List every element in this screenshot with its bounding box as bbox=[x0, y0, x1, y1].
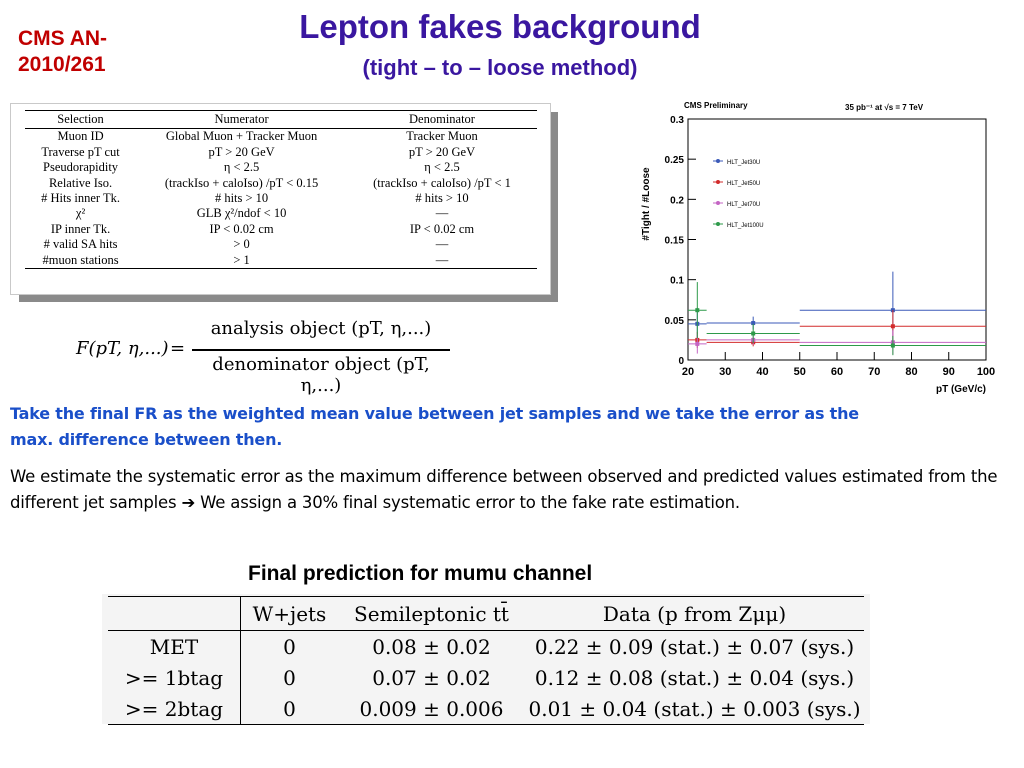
x-tick-label: 50 bbox=[793, 366, 806, 378]
legend-marker bbox=[716, 159, 720, 163]
plot-frame bbox=[688, 119, 986, 360]
formula-fraction-bar bbox=[192, 349, 450, 351]
prediction-table-cell: >= 2btag bbox=[108, 693, 241, 725]
formula-lhs: F(pT, η,...) bbox=[76, 338, 169, 359]
prediction-table-cell: 0.01 ± 0.04 (stat.) ± 0.003 (sys.) bbox=[525, 693, 864, 725]
selection-table-cell: — bbox=[347, 253, 537, 269]
fake-rate-plot bbox=[620, 97, 998, 399]
selection-table-cell: IP < 0.02 cm bbox=[209, 221, 274, 236]
prediction-header-cell: W+jets bbox=[241, 597, 339, 631]
slide-subtitle: (tight – to – loose method) bbox=[362, 55, 638, 80]
selection-header-cell: Selection bbox=[25, 111, 136, 129]
prediction-table-row bbox=[108, 631, 864, 663]
x-tick-label: 70 bbox=[868, 366, 881, 378]
y-tick-label: 0.3 bbox=[670, 115, 684, 126]
selection-table-cell: # hits > 10 bbox=[415, 191, 469, 206]
selection-table-cell: IP < 0.02 cm bbox=[409, 221, 475, 236]
y-tick-label: 0 bbox=[678, 356, 684, 367]
legend-entry: HLT_Jet50U bbox=[727, 181, 761, 187]
selection-table-cell: #muon stations bbox=[25, 253, 136, 269]
y-tick-label: 0.25 bbox=[664, 155, 684, 167]
selection-table-cell: Muon ID bbox=[57, 129, 104, 144]
prediction-table bbox=[108, 596, 864, 725]
selection-table-cell: Tracker Muon bbox=[406, 129, 478, 144]
right-arrow-icon: ➔ bbox=[181, 493, 196, 512]
numerator-header-cell: Numerator bbox=[136, 111, 347, 129]
x-axis-label: pT (GeV/c) bbox=[935, 384, 986, 395]
x-tick-label: 90 bbox=[942, 366, 955, 378]
x-tick-label: 30 bbox=[719, 366, 732, 378]
selection-table-image bbox=[10, 103, 551, 295]
y-tick-label: 0.2 bbox=[670, 195, 684, 207]
selection-table-cell: Traverse pT cut bbox=[41, 144, 120, 159]
selection-table-row bbox=[25, 191, 537, 206]
selection-table-cell: # Hits inner Tk. bbox=[41, 191, 121, 206]
selection-table-cell: η < 2.5 bbox=[223, 160, 260, 175]
prediction-header-cell: Semileptonic tt̄ bbox=[338, 597, 525, 631]
x-tick-label: 100 bbox=[976, 366, 996, 378]
data-point bbox=[891, 344, 895, 348]
systematic-statement bbox=[10, 464, 1000, 516]
selection-table-cell: Global Muon + Tracker Muon bbox=[165, 129, 318, 144]
selection-table-row bbox=[25, 145, 537, 160]
y-tick-label: 0.1 bbox=[670, 275, 684, 287]
prediction-table-cell: 0 bbox=[241, 693, 339, 725]
prediction-table-cell: 0 bbox=[241, 631, 339, 663]
selection-table-cell: > 0 bbox=[233, 237, 250, 252]
legend-marker bbox=[716, 180, 720, 184]
systematic-statement-part2: We assign a 30% final systematic error to the fake rate estimation. bbox=[195, 493, 740, 512]
selection-table-row bbox=[25, 176, 537, 191]
formula-equals: = bbox=[170, 338, 186, 359]
prediction-header-cell bbox=[108, 597, 241, 631]
legend-entry: HLT_Jet70U bbox=[727, 202, 761, 208]
legend-marker bbox=[716, 201, 720, 205]
selection-table-cell: pT > 20 GeV bbox=[208, 144, 275, 159]
selection-table-cell: pT > 20 GeV bbox=[408, 144, 476, 159]
selection-table bbox=[25, 110, 537, 269]
selection-table-row bbox=[25, 129, 537, 145]
selection-table-cell: — bbox=[435, 237, 449, 252]
prediction-heading: Final prediction for mumu channel bbox=[248, 562, 593, 585]
selection-table-row bbox=[25, 160, 537, 175]
fake-rate-formula bbox=[72, 316, 452, 396]
selection-table-cell: η < 2.5 bbox=[424, 160, 460, 175]
y-tick-label: 0.05 bbox=[664, 315, 684, 327]
prediction-table-cell: 0.009 ± 0.006 bbox=[338, 693, 525, 725]
legend-entry: HLT_Jet100U bbox=[727, 223, 764, 229]
data-point bbox=[695, 342, 699, 346]
prediction-table-image bbox=[102, 594, 870, 724]
data-point bbox=[751, 331, 755, 335]
prediction-table-cell: 0.22 ± 0.09 (stat.) ± 0.07 (sys.) bbox=[534, 634, 855, 659]
selection-table-cell: IP inner Tk. bbox=[50, 221, 111, 236]
fr-statement: Take the final FR as the weighted mean value between jet samples and we take the error as the max. difference between then. bbox=[10, 404, 859, 449]
selection-table-row bbox=[25, 237, 537, 252]
prediction-table-cell: 0.08 ± 0.02 bbox=[372, 634, 491, 659]
selection-table-cell: Relative Iso. bbox=[48, 175, 113, 190]
data-point bbox=[891, 324, 895, 328]
prediction-table-cell: 0 bbox=[241, 662, 339, 693]
prediction-header-cell: Data (p from Zμμ) bbox=[525, 597, 864, 631]
selection-table-row bbox=[25, 206, 537, 221]
selection-table-cell: GLB χ²/ndof < 10 bbox=[196, 206, 287, 221]
selection-table-cell: # valid SA hits bbox=[43, 237, 118, 252]
prediction-table-cell: MET bbox=[149, 634, 199, 659]
y-tick-label: 0.15 bbox=[664, 235, 684, 247]
x-tick-label: 80 bbox=[905, 366, 918, 378]
x-tick-label: 20 bbox=[681, 366, 695, 378]
y-axis-label: #Tight / #Loose bbox=[641, 167, 652, 241]
selection-table-cell: > 1 bbox=[136, 253, 347, 269]
selection-table-cell: # hits > 10 bbox=[214, 191, 269, 206]
legend-entry: HLT_Jet30U bbox=[727, 160, 761, 166]
prediction-table-row bbox=[108, 693, 864, 725]
selection-table-cell: — bbox=[435, 206, 449, 221]
selection-table-cell: Pseudorapidity bbox=[43, 160, 119, 175]
slide-title: Lepton fakes background bbox=[299, 8, 701, 45]
selection-table-cell: χ² bbox=[75, 206, 86, 221]
chart-lumi-label: 35 pb⁻¹ at √s = 7 TeV bbox=[845, 103, 924, 112]
prediction-table-cell: >= 1btag bbox=[124, 665, 224, 690]
selection-table-cell: (trackIso + caloIso) /pT < 0.15 bbox=[164, 175, 319, 190]
fake-rate-plot-svg bbox=[620, 97, 998, 399]
selection-table-header-row bbox=[25, 111, 537, 129]
formula-denominator: denominator object (pT, η,...) bbox=[212, 354, 430, 396]
x-tick-label: 40 bbox=[756, 366, 769, 378]
selection-table-row bbox=[25, 222, 537, 237]
denominator-header-cell: Denominator bbox=[347, 111, 537, 129]
selection-table-row bbox=[25, 253, 537, 269]
chart-title: CMS Preliminary bbox=[684, 101, 748, 110]
formula-numerator: analysis object (pT, η,...) bbox=[210, 318, 432, 339]
prediction-table-cell: 0.07 ± 0.02 bbox=[372, 665, 491, 690]
prediction-table-row bbox=[108, 662, 864, 693]
data-point bbox=[695, 308, 699, 312]
x-tick-label: 60 bbox=[830, 366, 844, 378]
legend-marker bbox=[716, 222, 720, 226]
prediction-table-cell: 0.12 ± 0.08 (stat.) ± 0.04 (sys.) bbox=[534, 665, 855, 690]
systematic-statement-part1: We estimate the systematic error as the maximum difference between observed and predicted values estimated from the different jet samples bbox=[10, 467, 998, 512]
prediction-table-header-row bbox=[108, 597, 864, 631]
selection-table-cell: (trackIso + caloIso) /pT < 1 bbox=[373, 175, 511, 190]
cms-note-label: CMS AN-2010/261 bbox=[18, 27, 108, 76]
